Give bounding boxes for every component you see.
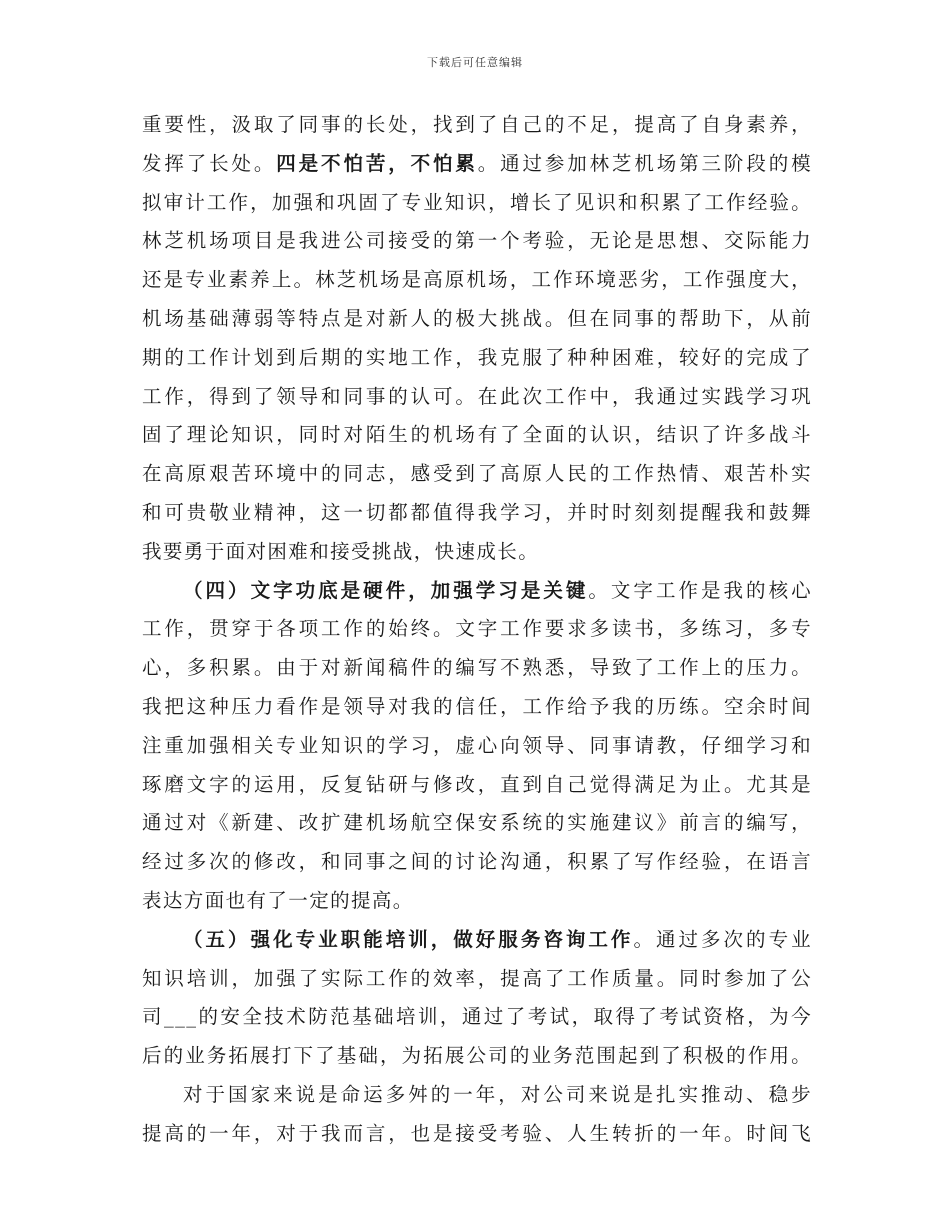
text-line (142, 145, 812, 184)
text-run: 发挥了长处。 (142, 151, 277, 175)
page-header: 下载后可任意编辑 (427, 56, 523, 69)
text-run: 工作，贯穿于各项工作的始终。文字工作要求多读书，多练习，多专 (142, 617, 812, 641)
text-line (142, 339, 812, 378)
text-run: 琢磨文字的运用，反复钻研与修改，直到自己觉得满足为止。尤其是 (142, 772, 812, 796)
text-line (142, 960, 812, 999)
bold-heading-run: （五）强化专业职能培训，做好服务咨询工作 (183, 927, 634, 951)
text-run: 后的业务拓展打下了基础，为拓展公司的业务范围起到了积极的作用。 (142, 1044, 812, 1068)
text-run: 拟审计工作，加强和巩固了专业知识，增长了见识和积累了工作经验。 (142, 190, 812, 214)
bold-heading-run: 四是不怕苦，不怕累 (276, 151, 478, 175)
text-run: 。文字工作是我的核心 (588, 578, 812, 602)
text-run: 我要勇于面对困难和接受挑战，快速成长。 (142, 539, 540, 563)
text-line (142, 106, 812, 145)
text-line (142, 1115, 812, 1154)
text-line (142, 572, 812, 611)
text-line (142, 222, 812, 261)
text-run: 司___的安全技术防范基础培训，通过了考试，取得了考试资格，为今 (142, 1005, 812, 1029)
text-line (142, 494, 812, 533)
text-run: 工作，得到了领导和同事的认可。在此次工作中，我通过实践学习巩 (142, 384, 812, 408)
text-run: 机场基础薄弱等特点是对新人的极大挑战。但在同事的帮助下，从前 (142, 306, 812, 330)
text-run: 通过对《新建、改扩建机场航空保安系统的实施建议》前言的编写， (142, 811, 812, 835)
text-line (142, 882, 812, 921)
text-line (142, 1037, 812, 1076)
text-line (142, 688, 812, 727)
text-line (142, 998, 812, 1037)
text-line (142, 261, 812, 300)
text-line (142, 184, 812, 223)
text-line (142, 1076, 812, 1115)
text-run: 对于国家来说是命运多舛的一年，对公司来说是扎实推动、稳步 (183, 1082, 812, 1106)
text-run: 注重加强相关专业知识的学习，虚心向领导、同事请教，仔细学习和 (142, 733, 812, 757)
text-run: 林芝机场项目是我进公司接受的第一个考验，无论是思想、交际能力 (142, 229, 812, 253)
text-run: 提高的一年，对于我而言，也是接受考验、人生转折的一年。时间飞 (142, 1121, 812, 1145)
text-run: 。通过参加林芝机场第三阶段的模 (477, 151, 812, 175)
text-line (142, 843, 812, 882)
text-run: 重要性，汲取了同事的长处，找到了自己的不足，提高了自身素养， (142, 113, 812, 136)
text-run: 还是专业素养上。林芝机场是高原机场，工作环境恶劣，工作强度大， (142, 268, 812, 292)
text-line (142, 804, 812, 843)
text-run: 心，多积累。由于对新闻稿件的编写不熟悉，导致了工作上的压力。 (142, 656, 812, 680)
text-run: 。通过多次的专业 (633, 927, 812, 951)
text-line (142, 455, 812, 494)
text-run: 和可贵敬业精神，这一切都都值得我学习，并时时刻刻提醒我和鼓舞 (142, 500, 812, 524)
text-line (142, 610, 812, 649)
text-line (142, 921, 812, 960)
document-body (142, 106, 812, 1154)
text-run: 固了理论知识，同时对陌生的机场有了全面的认识，结识了许多战斗 (142, 423, 812, 447)
text-run: 在高原艰苦环境中的同志，感受到了高原人民的工作热情、艰苦朴实 (142, 462, 812, 486)
text-run: 知识培训，加强了实际工作的效率，提高了工作质量。同时参加了公 (142, 966, 812, 990)
text-line (142, 649, 812, 688)
text-line (142, 300, 812, 339)
text-line (142, 416, 812, 455)
text-run: 我把这种压力看作是领导对我的信任，工作给予我的历练。空余时间 (142, 694, 812, 718)
text-line (142, 533, 812, 572)
bold-heading-run: （四）文字功底是硬件，加强学习是关键 (183, 578, 589, 602)
text-line (142, 727, 812, 766)
text-run: 表达方面也有了一定的提高。 (142, 888, 414, 912)
text-line (142, 766, 812, 805)
text-run: 经过多次的修改，和同事之间的讨论沟通，积累了写作经验，在语言 (142, 850, 812, 874)
text-line (142, 378, 812, 417)
text-run: 期的工作计划到后期的实地工作，我克服了种种困难，较好的完成了 (142, 345, 812, 369)
